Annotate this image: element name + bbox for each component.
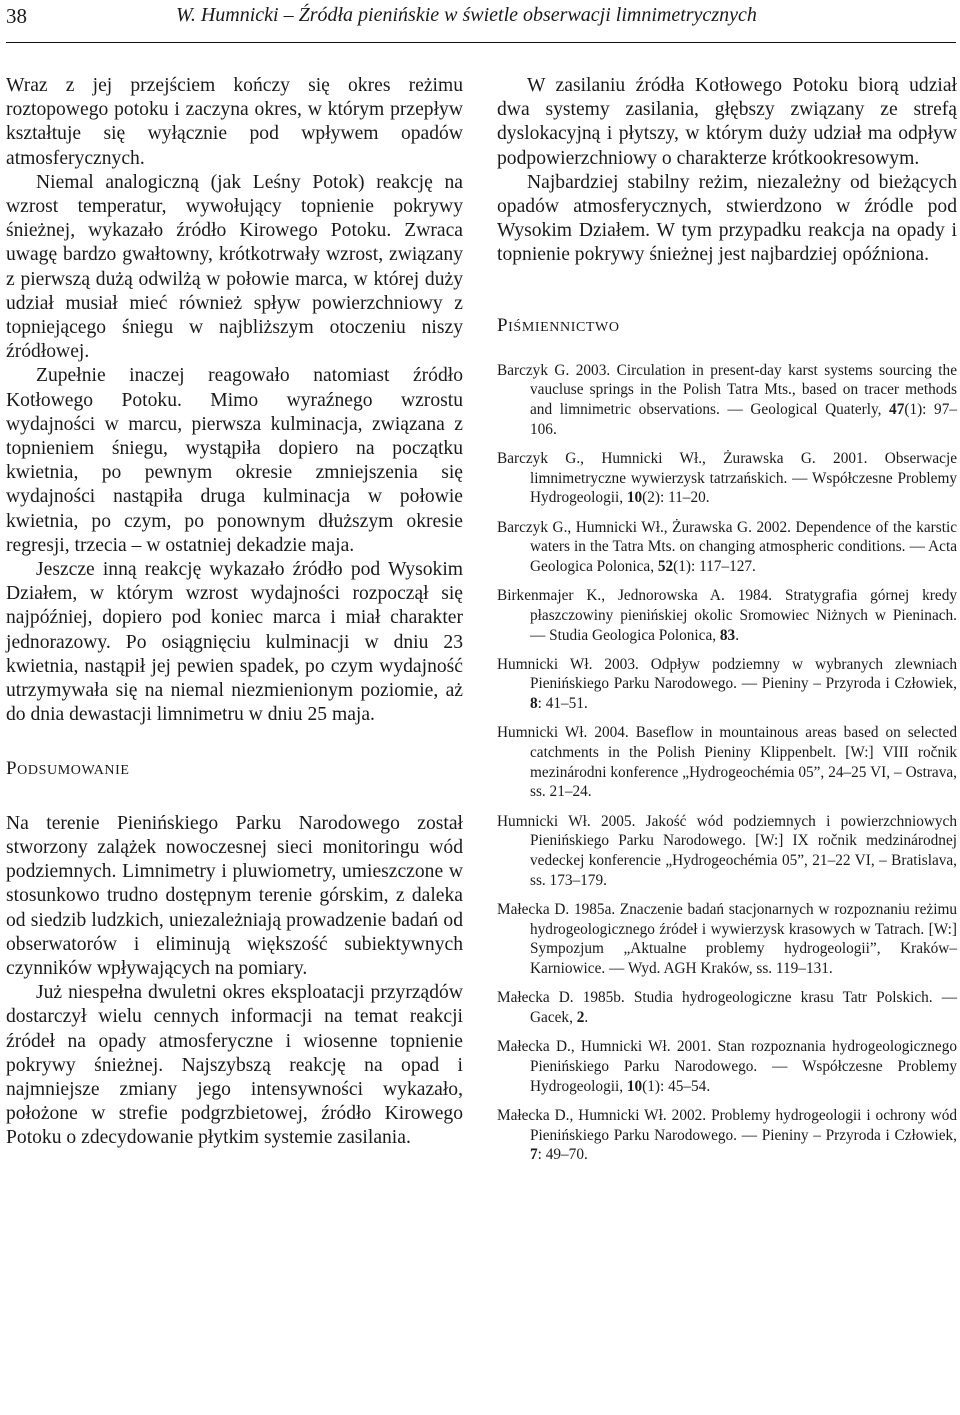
reference-list	[497, 361, 957, 1165]
page-header	[6, 4, 956, 34]
section-heading-pismiennictwo	[497, 315, 957, 337]
paragraph: Na terenie Pienińskiego Parku Narodowego został stworzony zalążek nowoczesnej sieci monitoringu wód podziemnych. Limnimetry i pluwiometry, umieszczone w stosunkowo trudno dostępnym terenie górskim, z daleka od siedzib ludzkich, uniezależniają prowadzenie badań od obserwatorów i eliminują większość subiektywnych czynników wpływających na pomiary.	[6, 812, 463, 979]
reference-item: Humnicki Wł. 2003. Odpływ podziemny w wybranych zlewniach Pienińskiego Parku Narodowego. — Pieniny – Przyroda i Człowiek, 8: 41–51.	[497, 655, 957, 713]
paragraph: W zasilaniu źródła Kotłowego Potoku biorą udział dwa systemy zasilania, głębszy związany ze strefą dyslokacyjną i płytszy, w którym duży udział ma odpływ podpowierzchniowy o charakterze krótkookresowym.	[497, 75, 957, 169]
reference-item: Małecka D., Humnicki Wł. 2002. Problemy hydrogeologii i ochrony wód Pienińskiego Parku Narodowego. — Pieniny – Przyroda i Człowiek, 7: 49–70.	[497, 1106, 957, 1164]
paragraph: Jeszcze inną reakcję wykazało źródło pod Wysokim Działem, w którym wzrost wydajności rozpoczął się najpóźniej, dopiero pod koniec marca i miał charakter jednorazowy. Po osiągnięciu kulminacji w dniu 23 kwietnia, nastąpił jej pewien spadek, po czym wydajność utrzymywała się na niemal niezmienionym poziomie, aż do dnia dewastacji limnimetru w dniu 25 maja.	[6, 559, 463, 726]
reference-item: Barczyk G. 2003. Circulation in present-day karst systems sourcing the vaucluse springs in the Polish Tatra Mts., based on tracer methods and limnimetric observations. — Geological Quaterly, 47(1): 97–106.	[497, 361, 957, 438]
reference-item: Małecka D. 1985a. Znaczenie badań stacjonarnych w rozpoznaniu reżimu hydrogeologicznego źródeł i wywierzysk krasowych w Tatrach. [W:] Sympozjum „Aktualne problemy hydrogeologii”, Kraków–Karniowice. — Wyd. AGH Kraków, ss. 119–131.	[497, 901, 957, 978]
reference-item: Małecka D. 1985b. Studia hydrogeologiczne krasu Tatr Polskich. — Gacek, 2.	[497, 989, 957, 1027]
header-rule	[6, 42, 956, 43]
reference-item: Barczyk G., Humnicki Wł., Żurawska G. 2001. Obserwacje limnimetryczne wywierzysk tatrzańskich. — Współczesne Problemy Hydrogeologii, 10(2): 11–20.	[497, 449, 957, 507]
heading-initial: P	[497, 314, 509, 336]
paragraph: Zupełnie inaczej reagowało natomiast źródło Kotłowego Potoku. Mimo wyraźnego wzrostu wydajności w marcu, pierwsza kulminacja, związana z topnieniem śniegu, wystąpiła dopiero na początku kwietnia, po pewnym okresie zmniejszenia się wydajności nastąpiła druga kulminacja w połowie kwietnia, po czym, po ponownym dłuższym okresie regresji, trzecia – w ostatniej dekadzie maja.	[6, 365, 463, 556]
running-title: W. Humnicki – Źródła pienińskie w świetle obserwacji limnimetrycznych	[176, 4, 757, 26]
heading-rest: IŚMIENNICTWO	[508, 319, 620, 335]
reference-item: Barczyk G., Humnicki Wł., Żurawska G. 2002. Dependence of the karstic waters in the Tatra Mts. on changing atmospheric conditions. — Acta Geologica Polonica, 52(1): 117–127.	[497, 518, 957, 575]
section-heading-podsumowanie	[6, 757, 463, 783]
right-column	[497, 74, 957, 1174]
left-column	[6, 74, 463, 1151]
paragraph: Najbardziej stabilny reżim, niezależny od bieżących opadów atmosferycznych, stwierdzono w źródle pod Wysokim Działem. W tym przypadku reakcja na opady i topnienie pokrywy śnieżnej jest najbardziej opóźniona.	[497, 171, 957, 266]
heading-initial: P	[6, 758, 18, 780]
heading-rest: ODSUMOWANIE	[17, 763, 130, 779]
reference-item: Małecka D., Humnicki Wł. 2001. Stan rozpoznania hydrogeologicznego Pienińskiego Parku Narodowego. — Współczesne Problemy Hydrogeologii, 10(1): 45–54.	[497, 1038, 957, 1095]
reference-item: Birkenmajer K., Jednorowska A. 1984. Stratygrafia górnej kredy płaszczowiny pienińskiej okolic Sromowiec Niżnych w Pieninach. — Studia Geologica Polonica, 83.	[497, 587, 957, 644]
paragraph: Wraz z jej przejściem kończy się okres reżimu roztopowego potoku i zaczyna okres, w którym przepływ kształtuje się wyłącznie pod wpływem opadów atmosferycznych.	[6, 75, 463, 169]
paragraph: Już niespełna dwuletni okres eksploatacji przyrządów dostarczył wielu cennych informacji na temat reakcji źródeł na opady atmosferyczne i wiosenne topnienie pokrywy śnieżnej. Najszybszą reakcję na opad i najmniejsze zmiany jego intensywności wykazało, położone w strefie podgrzbietowej, źródło Kirowego Potoku o zdecydowanie płytkim systemie zasilania.	[6, 982, 463, 1149]
paragraph: Niemal analogiczną (jak Leśny Potok) reakcję na wzrost temperatur, wywołujący topnienie pokrywy śnieżnej, wykazało źródło Kirowego Potoku. Zwraca uwagę bardzo gwałtowny, krótkotrwały wzrost, związany z pierwszą dużą odwilżą w połowie marca, w której duży udział musiał mieć również spływ powierzchniowy z topniejącego śniegu w najbliższym otoczeniu niszy źródłowej.	[6, 171, 463, 363]
reference-item: Humnicki Wł. 2004. Baseflow in mountainous areas based on selected catchments in the Polish Pieniny Klippenbelt. [W:] VIII ročnik mezinárodni konference „Hydrogeochémia 05”, 24–25 VI, – Ostrava, ss. 21–24.	[497, 724, 957, 801]
page-number: 38	[6, 4, 27, 28]
reference-item: Humnicki Wł. 2005. Jakość wód podziemnych i powierzchniowych Pienińskiego Parku Narodowego. [W:] IX ročnik medzinárodnej vedeckej konferencie „Hydrogeochémia 05”, 21–22 VI, – Bratislava, ss. 173–179.	[497, 812, 957, 889]
